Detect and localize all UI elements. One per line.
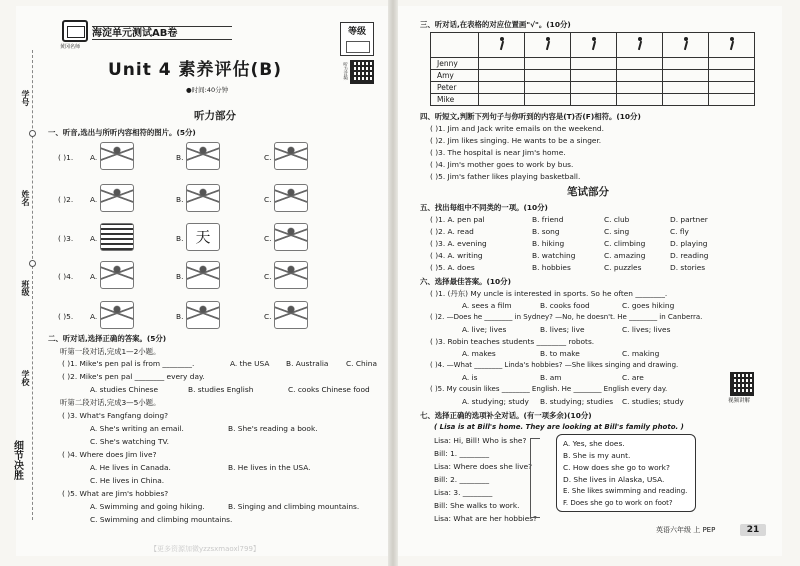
- option-b: B. studies English: [188, 385, 254, 394]
- basketball-icon: [495, 37, 509, 51]
- calligraphy-character: 天: [195, 228, 211, 246]
- option-a-label: A.: [90, 195, 98, 204]
- option-b: B. to make: [540, 349, 580, 358]
- answer-cell[interactable]: [617, 94, 663, 106]
- table-header-cell: [525, 33, 571, 58]
- answer-cell[interactable]: [571, 94, 617, 106]
- page-number: 21: [740, 524, 766, 536]
- q4-item: ( )3. The hospital is near Jim's home.: [430, 148, 566, 157]
- table-header-row: [431, 33, 755, 58]
- school-label: 学校: [21, 370, 30, 386]
- newspaper-picture-icon: [100, 223, 134, 251]
- q7-option: C. How does she go to work?: [563, 463, 670, 472]
- dialog-line: Lisa: 3. ________: [434, 488, 493, 497]
- swimming-icon: [633, 37, 647, 51]
- answer-cell[interactable]: [525, 58, 571, 70]
- answer-cell[interactable]: [525, 82, 571, 94]
- q6-heading: 六、选择最佳答案。(10分): [420, 277, 511, 286]
- option-a: A. makes: [462, 349, 496, 358]
- q1-number: ( )1.: [58, 153, 74, 162]
- q5-option: D. stories: [670, 263, 706, 272]
- q5-option: C. club: [604, 215, 630, 224]
- option-b: B. am: [540, 373, 562, 382]
- q2-heading: 二、听对话,选择正确的答案。(5分): [48, 334, 167, 343]
- option-b: B. She's reading a book.: [228, 424, 318, 433]
- option-a-label: A.: [90, 234, 98, 243]
- dancing-picture-icon: [186, 184, 220, 212]
- option-b-label: B.: [176, 272, 184, 281]
- cut-line: [32, 50, 33, 520]
- writing-heading: 笔试部分: [567, 186, 609, 198]
- laptop-picture-icon: [100, 142, 134, 170]
- binding-sidebar: [2, 10, 46, 556]
- table-header-cell: [709, 33, 755, 58]
- q5-option: B. song: [532, 227, 560, 236]
- name-label: 姓名: [21, 190, 30, 206]
- q7-heading: 七、选择正确的选项补全对话。(有一项多余)(10分): [420, 411, 592, 420]
- computer-picture-icon: [274, 142, 308, 170]
- answer-cell[interactable]: [571, 82, 617, 94]
- answer-cell[interactable]: [663, 70, 709, 82]
- option-b: B. Australia: [286, 359, 329, 368]
- level-box: [340, 22, 374, 56]
- option-b-label: B.: [176, 153, 184, 162]
- q2-stem: ( )1. Mike's pen pal is from ________.: [62, 359, 195, 368]
- q2-dialog1-note: 听第一段对话,完成1—2小题。: [60, 347, 161, 356]
- activity-table: [430, 32, 755, 106]
- dialog-line: Bill: She walks to work.: [434, 501, 520, 510]
- table-corner-cell: [431, 33, 479, 58]
- q1-number: ( )4.: [58, 272, 74, 281]
- answer-cell[interactable]: [479, 94, 525, 106]
- q1-heading: 一、听音,选出与所听内容相符的图片。(5分): [48, 128, 196, 137]
- table-header-cell: [571, 33, 617, 58]
- hiking-picture-icon: [186, 261, 220, 289]
- q6-stem: ( )1. (丹东) My uncle is interested in sports. So he often ________.: [430, 289, 668, 298]
- option-c-label: C.: [264, 234, 272, 243]
- student-name: Mike: [431, 94, 479, 106]
- answer-cell[interactable]: [479, 70, 525, 82]
- page-title: Unit 4 素养评估(B): [107, 60, 283, 80]
- hiking-icon: [587, 37, 601, 51]
- answer-cell[interactable]: [617, 70, 663, 82]
- q5-option: ( )2. A. read: [430, 227, 474, 236]
- q4-item: ( )1. Jim and Jack write emails on the weekend.: [430, 124, 604, 133]
- option-c: C. Swimming and climbing mountains.: [90, 515, 233, 524]
- table-row: [431, 94, 755, 106]
- student-name: Jenny: [431, 58, 479, 70]
- q5-option: C. puzzles: [604, 263, 642, 272]
- level-label: 等级: [347, 27, 366, 37]
- option-b: B. He lives in the USA.: [228, 463, 311, 472]
- answer-cell[interactable]: [525, 94, 571, 106]
- option-b: B. studying; studies: [540, 397, 614, 406]
- option-a: A. live; lives: [462, 325, 507, 334]
- q7-scene: ( Lisa is at Bill's home. They are looking at Bill's family photo. ): [434, 423, 684, 431]
- football-icon: [541, 37, 555, 51]
- pet-picture-icon: [274, 261, 308, 289]
- q6-stem: ( )4. —What ________ Linda's hobbies? —She likes singing and drawing.: [430, 361, 679, 369]
- q7-option: D. She lives in Alaska, USA.: [563, 475, 665, 484]
- answer-cell[interactable]: [709, 82, 755, 94]
- option-a-label: A.: [90, 272, 98, 281]
- binding-hole: [29, 130, 36, 137]
- answer-cell[interactable]: [617, 82, 663, 94]
- option-a: A. Swimming and going hiking.: [90, 502, 205, 511]
- q5-option: ( )1. A. pen pal: [430, 215, 485, 224]
- dialog-line: Bill: 2. ________: [434, 475, 490, 484]
- q5-option: D. reading: [670, 251, 709, 260]
- q5-option: C. climbing: [604, 239, 646, 248]
- qr-caption: 听力音频: [342, 62, 348, 80]
- option-b: B. cooks food: [540, 301, 590, 310]
- answer-cell[interactable]: [709, 70, 755, 82]
- dancing-icon: [679, 37, 693, 51]
- option-b: B. Singing and climbing mountains.: [228, 502, 360, 511]
- dialog-line: Lisa: Where does she live?: [434, 462, 533, 471]
- option-c: C. He lives in China.: [90, 476, 165, 485]
- mountain-picture-icon: [186, 301, 220, 329]
- answer-cell[interactable]: [479, 58, 525, 70]
- violin-picture-icon: [274, 301, 308, 329]
- q4-item: ( )2. Jim likes singing. He wants to be a singer.: [430, 136, 602, 145]
- option-c: C. studies; study: [622, 397, 684, 406]
- q1-number: ( )5.: [58, 312, 74, 321]
- noodles-picture-icon: [274, 223, 308, 251]
- option-c-label: C.: [264, 195, 272, 204]
- q4-item: ( )4. Jim's mother goes to work by bus.: [430, 160, 574, 169]
- cooking-picture-icon: [186, 142, 220, 170]
- q2-stem: ( )5. What are Jim's hobbies?: [62, 489, 169, 498]
- q5-option: ( )5. A. does: [430, 263, 475, 272]
- motto: 细节决胜: [11, 440, 23, 480]
- option-a-label: A.: [90, 312, 98, 321]
- q2-dialog2-note: 听第二段对话,完成3—5小题。: [60, 398, 161, 407]
- dialog-line: Lisa: Hi, Bill! Who is she?: [434, 436, 527, 445]
- q6-stem: ( )5. My cousin likes ________ English. He ________ English every day.: [430, 385, 668, 393]
- time-limit: ●时间:40分钟: [186, 86, 229, 94]
- class-label: 班级: [21, 280, 30, 296]
- series-title: 海淀单元测试AB卷: [92, 28, 178, 39]
- q5-option: B. hobbies: [532, 263, 571, 272]
- q4-heading: 四、听短文,判断下列句子与你听到的内容是(T)否(F)相符。(10分): [420, 112, 641, 121]
- calligraphy-picture-icon: [186, 223, 220, 251]
- video-qr-caption: 视频讲解: [728, 398, 751, 404]
- option-c-label: C.: [264, 272, 272, 281]
- option-c-label: C.: [264, 312, 272, 321]
- options-box: [556, 434, 696, 512]
- table-header-cell: [479, 33, 525, 58]
- answer-bracket: [530, 438, 540, 518]
- brand-logo-icon: [62, 20, 88, 42]
- option-c: C. China: [346, 359, 377, 368]
- answer-cell[interactable]: [663, 94, 709, 106]
- option-c: C. goes hiking: [622, 301, 675, 310]
- student-name: Amy: [431, 70, 479, 82]
- option-a: A. He lives in Canada.: [90, 463, 171, 472]
- q5-option: C. amazing: [604, 251, 646, 260]
- table-header-cell: [663, 33, 709, 58]
- option-b-label: B.: [176, 312, 184, 321]
- answer-cell[interactable]: [571, 58, 617, 70]
- q7-option: E. She likes swimming and reading.: [563, 487, 688, 495]
- option-a-label: A.: [90, 153, 98, 162]
- q5-option: C. sing: [604, 227, 630, 236]
- table-row: [431, 82, 755, 94]
- answer-cell[interactable]: [663, 58, 709, 70]
- painting-picture-icon: [274, 184, 308, 212]
- reading-picture-icon: [100, 184, 134, 212]
- q6-stem: ( )2. —Does he ________ in Sydney? —No, he doesn't. He ________ in Canberra.: [430, 313, 703, 321]
- answer-cell[interactable]: [479, 82, 525, 94]
- series-banner: [92, 26, 232, 40]
- cooking-picture-icon: [100, 301, 134, 329]
- table-header-cell: [617, 33, 663, 58]
- answer-cell[interactable]: [571, 70, 617, 82]
- table-row: [431, 70, 755, 82]
- option-c: C. making: [622, 349, 660, 358]
- q2-stem: ( )2. Mike's pen pal ________ every day.: [62, 372, 205, 381]
- q6-stem: ( )3. Robin teaches students ________ robots.: [430, 337, 595, 346]
- q5-option: C. fly: [670, 227, 689, 236]
- q2-stem: ( )3. What's Fangfang doing?: [62, 411, 169, 420]
- q5-option: D. playing: [670, 239, 708, 248]
- option-c-label: C.: [264, 153, 272, 162]
- video-qr-code-icon: [730, 372, 754, 396]
- dialog-line: Bill: 1. ________: [434, 449, 490, 458]
- option-a: A. sees a film: [462, 301, 512, 310]
- dialog-line: Lisa: What are her hobbies?: [434, 514, 538, 523]
- q5-option: ( )4. A. writing: [430, 251, 483, 260]
- student-name: Peter: [431, 82, 479, 94]
- q7-option: A. Yes, she does.: [563, 439, 625, 448]
- option-b-label: B.: [176, 234, 184, 243]
- cycling-picture-icon: [100, 261, 134, 289]
- computer-icon: [725, 37, 739, 51]
- q7-option: F. Does she go to work on foot?: [563, 499, 673, 507]
- option-c: C. cooks Chinese food: [288, 385, 370, 394]
- option-a: A. studies Chinese: [90, 385, 159, 394]
- q5-option: B. hiking: [532, 239, 565, 248]
- q5-option: D. partner: [670, 215, 708, 224]
- q5-heading: 五、找出每组中不同类的一项。(10分): [420, 203, 548, 212]
- q7-option: B. She is my aunt.: [563, 451, 631, 460]
- option-a: A. is: [462, 373, 478, 382]
- option-c: C. She's watching TV.: [90, 437, 169, 446]
- book-spine: [388, 0, 398, 566]
- q1-number: ( )2.: [58, 195, 74, 204]
- answer-cell[interactable]: [525, 70, 571, 82]
- binding-hole: [29, 260, 36, 267]
- student-id-label: 学号: [21, 90, 30, 106]
- q5-option: B. watching: [532, 251, 576, 260]
- q2-stem: ( )4. Where does Jim live?: [62, 450, 157, 459]
- option-c: C. lives; lives: [622, 325, 671, 334]
- option-c: C. are: [622, 373, 644, 382]
- option-b: B. lives; live: [540, 325, 585, 334]
- q1-number: ( )3.: [58, 234, 74, 243]
- option-b-label: B.: [176, 195, 184, 204]
- brand-box-text: 黄冈名师: [60, 44, 81, 50]
- q3-heading: 三、听对话,在表格的对应位置画"√"。(10分): [420, 20, 571, 29]
- option-a: A. the USA: [230, 359, 270, 368]
- footer-grade: 英语六年级 上 PEP: [656, 526, 716, 534]
- table-row: [431, 58, 755, 70]
- listening-heading: 听力部分: [194, 110, 236, 122]
- q5-option: B. friend: [532, 215, 564, 224]
- answer-cell[interactable]: [709, 94, 755, 106]
- answer-cell[interactable]: [663, 82, 709, 94]
- answer-cell[interactable]: [709, 58, 755, 70]
- q5-option: ( )3. A. evening: [430, 239, 487, 248]
- watermark: 【更多资源加微yzzsxmaoxl799】: [150, 545, 260, 553]
- answer-cell[interactable]: [617, 58, 663, 70]
- q4-item: ( )5. Jim's father likes playing basketball.: [430, 172, 581, 181]
- option-a: A. She's writing an email.: [90, 424, 184, 433]
- option-a: A. studying; study: [462, 397, 529, 406]
